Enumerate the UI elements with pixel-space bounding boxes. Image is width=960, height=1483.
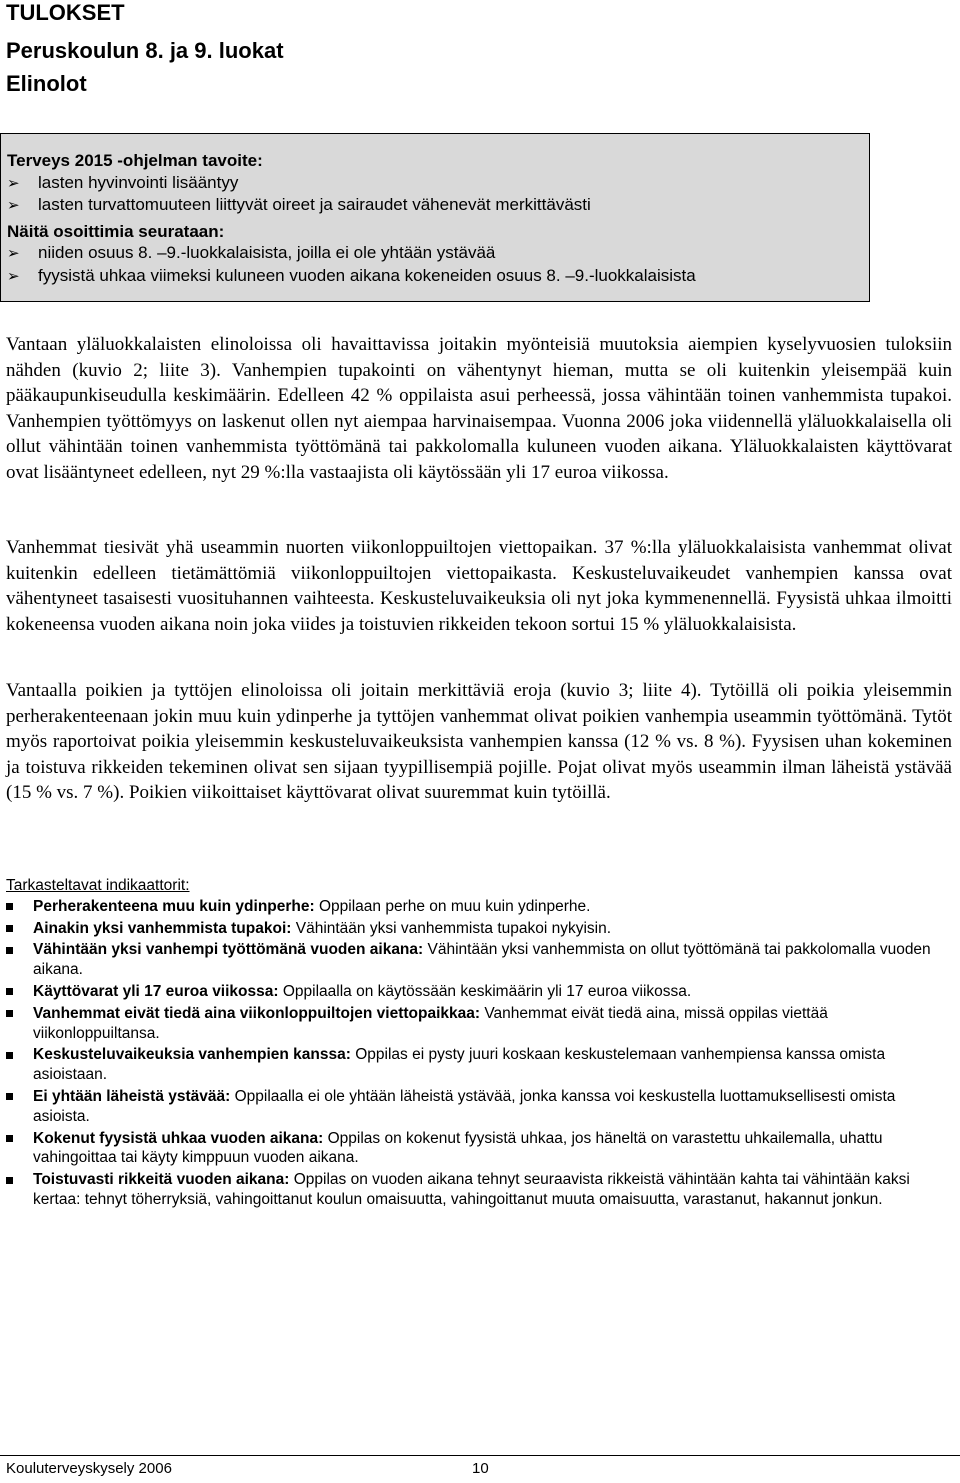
square-bullet-icon (6, 940, 33, 960)
monitor-title: Näitä osoittimia seurataan: (7, 221, 225, 241)
square-bullet-icon (6, 1004, 33, 1024)
indicator-item (6, 919, 946, 939)
indicator-description: Oppilas on kokenut fyysistä uhkaa, jos häneltä on varastettu uhkailemalla, uhattu vahingoittaa tai käyty kimppuun vuoden aikana. (33, 1129, 883, 1167)
indicator-item (6, 982, 946, 1002)
body-paragraph: Vanhemmat tiesivät yhä useammin nuorten viikonloppuiltojen viettopaikan. 37 %:lla yläluokkalaisista vanhemmat olivat kuitenkin edelleen tietämättömiä viikonloppuiltojen viettopaikasta. Keskusteluvaikeudet vanhempien kanssa ovat vähentyneet tasaisesti vuosituhannen vaihteesta. Keskusteluvaikeuksia oli nyt joka kymmenennellä. Fyysistä uhkaa ilmoitti kokeneensa vuoden aikana noin joka viides ja toistuvien rikkeiden tekoon sortui 15 % yläluokkalaisista. (6, 537, 952, 635)
square-bullet-icon (6, 982, 33, 1002)
indicator-list-title: Tarkasteltavat indikaattorit: (6, 877, 190, 894)
monitor-item (7, 242, 869, 265)
indicator-description: Oppilas ei pysty juuri koskaan keskustelemaan vanhempiensa kanssa omista asioistaan. (33, 1046, 886, 1084)
indicator-term: Kokenut fyysistä uhkaa vuoden aikana: (33, 1129, 324, 1147)
indicator-term: Keskusteluvaikeuksia vanhempien kanssa: (33, 1046, 351, 1064)
square-bullet-icon (6, 897, 33, 917)
square-bullet-icon (6, 1087, 33, 1107)
indicator-item (6, 1170, 946, 1210)
indicator-item (6, 1004, 946, 1044)
goal-title: Terveys 2015 -ohjelman tavoite: (7, 151, 263, 170)
indicator-item (6, 1129, 946, 1169)
arrow-bullet-icon: ➢ (7, 267, 20, 285)
indicator-description: Vanhemmat eivät tiedä aina, missä oppilas viettää viikonloppuiltansa. (33, 1004, 828, 1042)
goal-text: lasten turvattomuuteen liittyvät oireet ja sairaudet vähenevät merkittävästi (38, 195, 591, 214)
indicator-text (33, 940, 946, 980)
indicator-term: Perherakenteena muu kuin ydinperhe: (33, 897, 315, 915)
indicator-description: Oppilaan perhe on muu kuin ydinperhe. (318, 897, 591, 915)
indicator-text (33, 1045, 946, 1085)
page-subtitle: Peruskoulun 8. ja 9. luokat (6, 38, 284, 63)
arrow-bullet-icon: ➢ (7, 174, 20, 192)
indicator-term: Ainakin yksi vanhemmista tupakoi: (33, 919, 292, 937)
page-title: TULOKSET (6, 0, 125, 25)
indicator-item (6, 1087, 946, 1127)
goal-text: lasten hyvinvointi lisääntyy (38, 172, 239, 192)
body-paragraph: Vantaan yläluokkalaisten elinoloissa oli havaittavissa joitakin myönteisiä muutoksia aiempien kyselyvuosien tuloksiin nähden (kuvio 2; liite 3). Vanhempien tupakointi on vähentynyt hieman, mutta se oli kuitenkin yleisempää kuin pääkaupunkiseudulla keskimäärin. Edelleen 42 % oppilaista asui perheessä, jossa vähintään toinen vanhemmista tupakoi. Vanhempien työttömyys on laskenut ollen nyt aiempaa harvinaisempaa. Vuonna 2006 joka viidennellä yläluokkalaisella oli ollut vähintään toinen vanhemmista työttömänä tai pakkolomalla kuluneen vuoden aikana. Yläluokkalaisten käyttövarat ovat lisääntyneet edelleen, nyt 29 %:lla vastaajista oli käytössään yli 17 euroa viikossa. (6, 334, 952, 483)
monitor-text: fyysistä uhkaa viimeksi kuluneen vuoden aikana kokeneiden osuus 8. –9.-luokkalaisista (38, 265, 696, 285)
footer-divider (0, 1455, 960, 1456)
indicator-term: Vähintään yksi vanhempi työttömänä vuoden aikana: (33, 941, 424, 959)
indicator-term: Vanhemmat eivät tiedä aina viikonloppuiltojen viettopaikkaa: (33, 1004, 481, 1022)
indicator-text (33, 1004, 946, 1044)
monitor-item (7, 265, 869, 288)
indicator-list (6, 876, 946, 1212)
goal-box (0, 133, 870, 302)
indicator-term: Käyttövarat yli 17 euroa viikossa: (33, 982, 279, 1000)
arrow-bullet-icon: ➢ (7, 197, 20, 214)
indicator-term: Ei yhtään läheistä ystävää: (33, 1087, 231, 1105)
indicator-description: Oppilas on vuoden aikana tehnyt seuraavista rikkeistä vähintään kahta tai vähintään kaksi kertaa: tehnyt töherryksiä, vahingoittanut koulun omaisuutta, vahingoittanut muuta omaisuutta, varastanut, hakannut jonkun. (33, 1171, 910, 1208)
arrow-bullet-icon: ➢ (7, 245, 20, 262)
indicator-text (33, 1129, 946, 1169)
square-bullet-icon (6, 1045, 33, 1065)
indicator-description: Oppilaalla ei ole yhtään läheistä ystävää, jonka kanssa voi keskustella luottamuksellisesti omista asioista. (33, 1087, 896, 1125)
square-bullet-icon (6, 919, 33, 939)
indicator-item (6, 940, 946, 980)
square-bullet-icon (6, 1129, 33, 1149)
footer-source: Kouluterveyskysely 2006 (6, 1460, 172, 1477)
square-bullet-icon (6, 1170, 33, 1190)
indicator-text (33, 1087, 946, 1127)
section-title: Elinolot (6, 71, 87, 96)
indicator-description: Vähintään yksi vanhemmista tupakoi nykyisin. (295, 919, 612, 937)
indicator-text (33, 982, 946, 1002)
goal-item (7, 194, 869, 217)
indicator-term: Toistuvasti rikkeitä vuoden aikana: (33, 1171, 290, 1189)
indicator-description: Oppilaalla on käytössään keskimäärin yli 17 euroa viikossa. (282, 982, 692, 1000)
indicator-item (6, 1045, 946, 1085)
indicator-text (33, 919, 946, 939)
indicator-text (33, 897, 946, 917)
monitor-text: niiden osuus 8. –9.-luokkalaisista, joilla ei ole yhtään ystävää (38, 243, 496, 262)
body-paragraph: Vantaalla poikien ja tyttöjen elinoloissa oli joitain merkittäviä eroja (kuvio 3; liite 4). Tytöillä oli poikia yleisemmin perherakenteenaan jokin muu kuin ydinperhe ja tyttöjen vanhemmat olivat poikien vanhempia useammin työttömänä. Tytöt myös raportoivat poikia yleisemmin keskusteluvaikeuksista vanhempien kanssa (12 % vs. 8 %). Fyysisen uhan kokeminen ja toistuva rikkeiden tekeminen olivat sen sijaan tyypillisempiä pojille. Pojat olivat myös useammin ilman läheistä ystävää (15 % vs. 7 %). Poikien viikoittaiset käyttövarat olivat suuremmat kuin tytöillä. (6, 680, 952, 803)
indicator-item (6, 897, 946, 917)
page-number: 10 (472, 1460, 489, 1477)
indicator-description: Vähintään yksi vanhemmista on ollut työttömänä tai pakkolomalla vuoden aikana. (33, 941, 931, 979)
indicator-text (33, 1170, 946, 1210)
goal-item (7, 172, 869, 195)
